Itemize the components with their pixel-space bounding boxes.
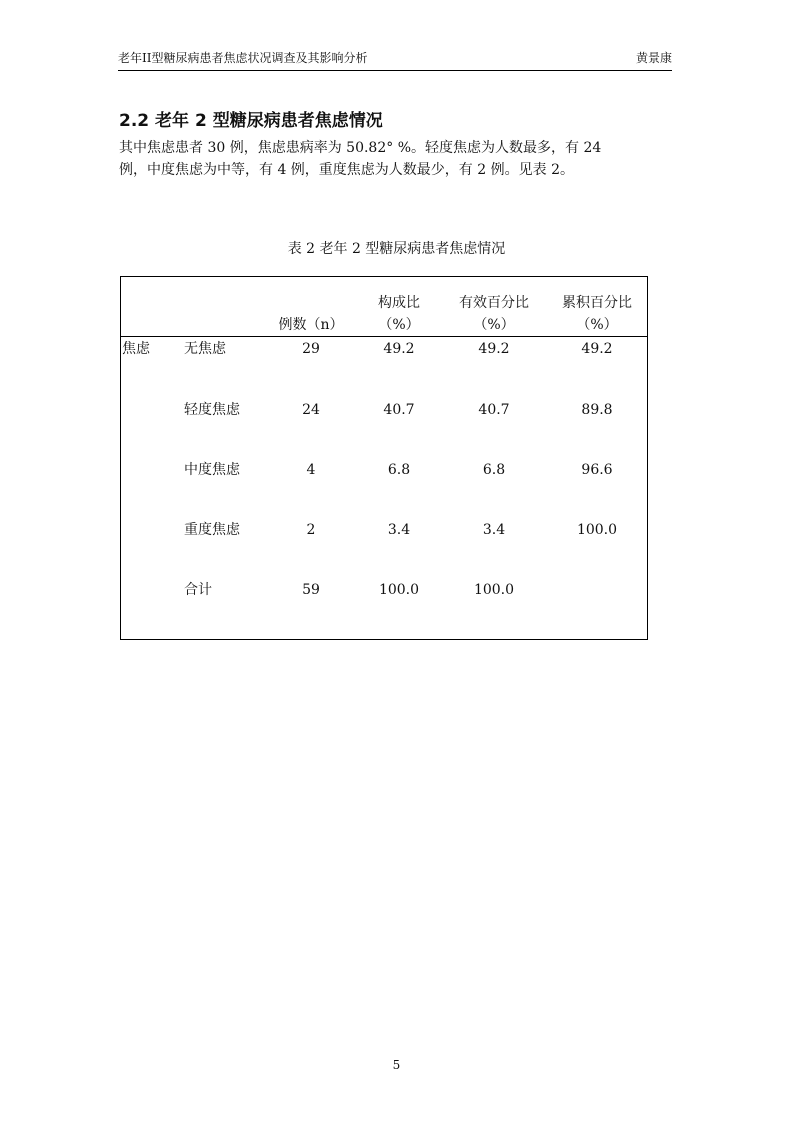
cell-count: 24 xyxy=(302,402,320,418)
cell-count: 4 xyxy=(306,462,316,478)
cell-composition: 40.7 xyxy=(383,402,415,418)
header-title: 老年II型糖尿病患者焦虑状况调查及其影响分析 xyxy=(118,51,368,65)
col-header-valid-percent-unit: （%） xyxy=(473,317,515,333)
cell-cumulative-percent: 49.2 xyxy=(581,341,613,357)
cell-composition: 100.0 xyxy=(378,582,420,598)
paragraph-line: 例，中度焦虑为中等，有 4 例，重度焦虑为人数最少，有 2 例。见表 2。 xyxy=(119,162,574,178)
cell-valid-percent: 6.8 xyxy=(482,462,506,478)
header-rule xyxy=(118,70,672,71)
col-header-composition: 构成比 xyxy=(378,295,420,311)
cell-count: 29 xyxy=(302,341,320,357)
anxiety-table xyxy=(120,276,648,640)
col-header-cumulative-percent-unit: （%） xyxy=(576,317,618,333)
col-header-composition-unit: （%） xyxy=(378,317,420,333)
cell-valid-percent: 40.7 xyxy=(478,402,510,418)
cell-cumulative-percent: 100.0 xyxy=(576,522,618,538)
table-header-rule xyxy=(121,336,647,337)
col-header-cumulative-percent: 累积百分比 xyxy=(562,295,632,311)
row-label: 重度焦虑 xyxy=(184,522,240,538)
col-header-valid-percent: 有效百分比 xyxy=(459,295,529,311)
header-author: 黄景康 xyxy=(635,51,672,65)
cell-cumulative-percent: 96.6 xyxy=(581,462,613,478)
cell-count: 59 xyxy=(302,582,320,598)
cell-valid-percent: 49.2 xyxy=(478,341,510,357)
cell-composition: 49.2 xyxy=(383,341,415,357)
cell-valid-percent: 3.4 xyxy=(482,522,506,538)
running-header xyxy=(118,46,672,68)
row-label: 中度焦虑 xyxy=(184,462,240,478)
cell-count: 2 xyxy=(306,522,316,538)
row-label-total: 合计 xyxy=(184,582,212,598)
cell-composition: 3.4 xyxy=(387,522,411,538)
group-label: 焦虑 xyxy=(122,341,150,357)
page-number: 5 xyxy=(392,1058,401,1072)
body-paragraph xyxy=(119,137,659,181)
row-label: 无焦虑 xyxy=(184,341,226,357)
cell-composition: 6.8 xyxy=(387,462,411,478)
cell-cumulative-percent: 89.8 xyxy=(581,402,613,418)
paragraph-line: 其中焦虑患者 30 例，焦虑患病率为 50.82° %。轻度焦虑为人数最多，有 24 xyxy=(119,140,602,156)
col-header-count: 例数（n） xyxy=(278,317,344,333)
table-caption: 表 2 老年 2 型糖尿病患者焦虑情况 xyxy=(287,241,506,257)
section-heading: 2.2 老年 2 型糖尿病患者焦虑情况 xyxy=(119,111,383,131)
cell-valid-percent: 100.0 xyxy=(473,582,515,598)
row-label: 轻度焦虑 xyxy=(184,402,240,418)
